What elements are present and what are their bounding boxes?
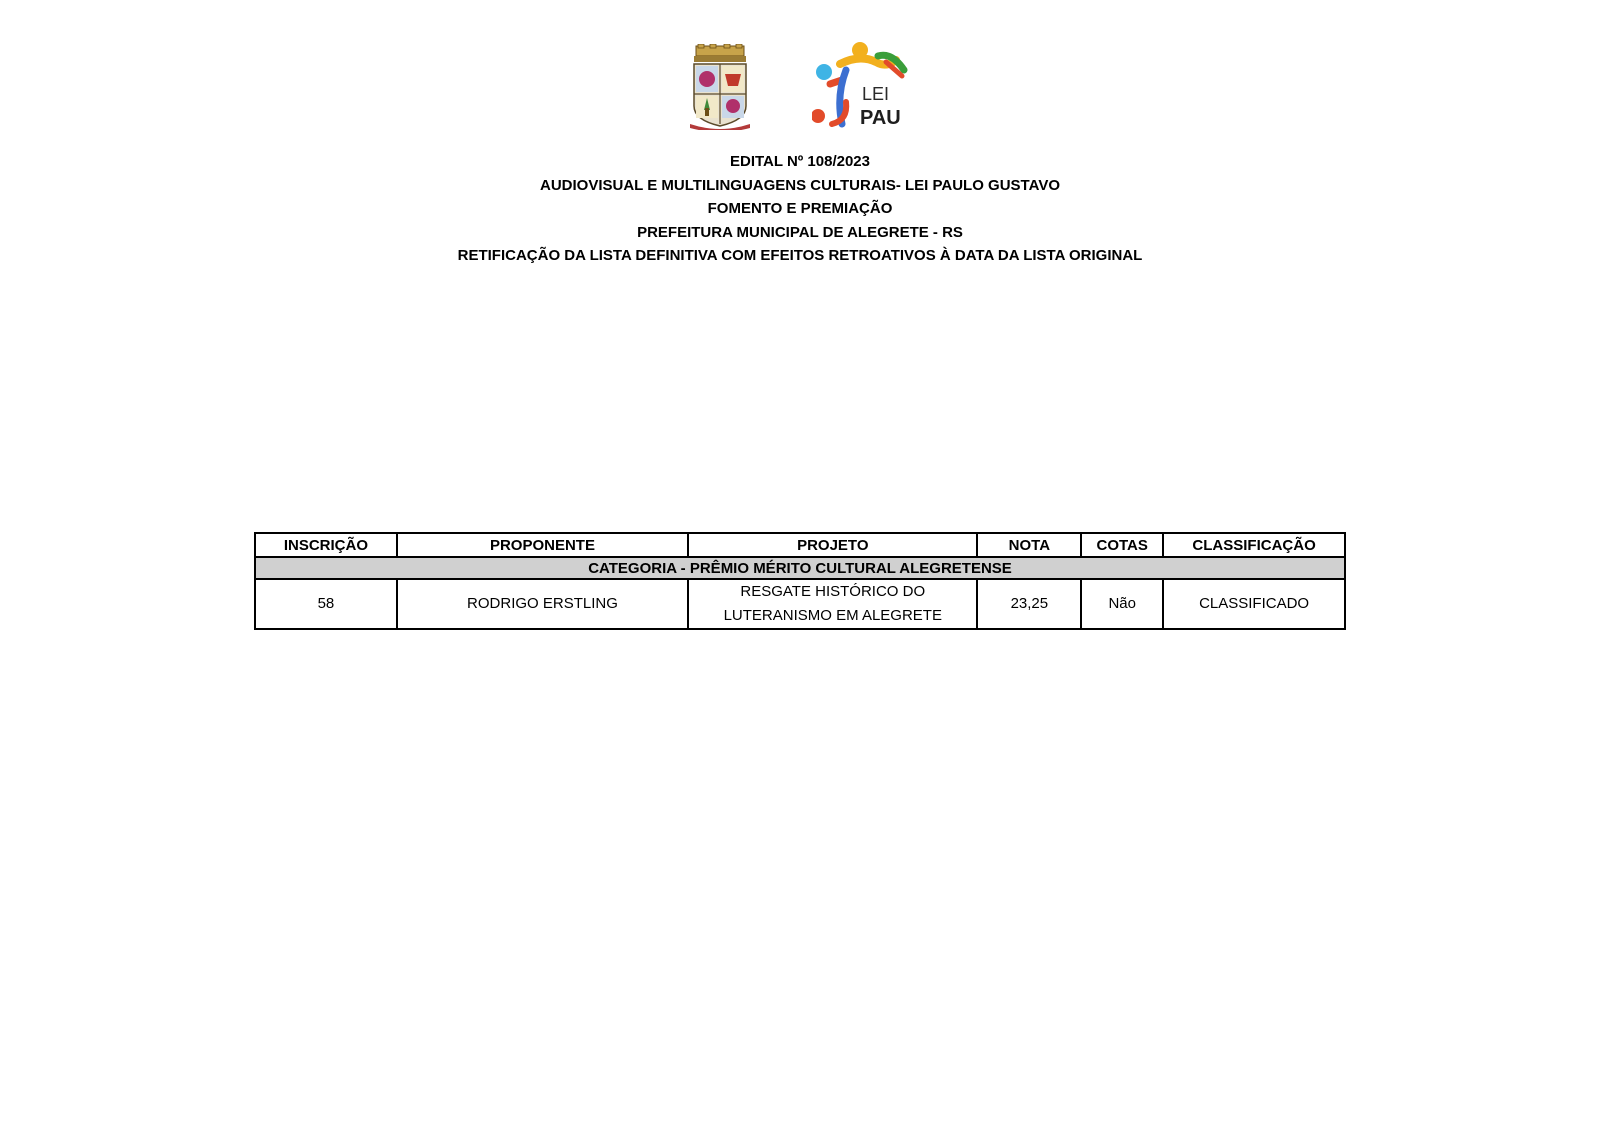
- cell-nota: 23,25: [977, 579, 1081, 629]
- logos-bar: [0, 40, 1600, 130]
- lei-pau-logo-icon: [812, 40, 916, 130]
- cell-cotas: Não: [1081, 579, 1163, 629]
- coat-of-arms-icon: [688, 44, 752, 130]
- column-header-proponente: PROPONENTE: [397, 533, 688, 557]
- column-header-classificacao: CLASSIFICAÇÃO: [1163, 533, 1345, 557]
- category-label: CATEGORIA - PRÊMIO MÉRITO CULTURAL ALEGRETENSE: [255, 557, 1345, 579]
- retificacao-title: RETIFICAÇÃO DA LISTA DEFINITIVA COM EFEITOS RETROATIVOS À DATA DA LISTA ORIGINAL: [457, 247, 1143, 264]
- table-row: [255, 579, 1345, 629]
- cell-proponente: RODRIGO ERSTLING: [397, 579, 688, 629]
- pau-text: PAU: [860, 107, 901, 129]
- column-header-projeto: PROJETO: [688, 533, 977, 557]
- results-table: [254, 532, 1346, 630]
- cell-classificacao: CLASSIFICADO: [1163, 579, 1345, 629]
- table-header-row: [255, 533, 1345, 557]
- edital-number: EDITAL Nº 108/2023: [730, 153, 870, 170]
- document-header: [0, 150, 1600, 268]
- projeto-line-2: LUTERANISMO EM ALEGRETE: [723, 607, 942, 624]
- cell-projeto: [688, 579, 977, 629]
- edital-subtitle: FOMENTO E PREMIAÇÃO: [707, 200, 893, 217]
- edital-title: AUDIOVISUAL E MULTILINGUAGENS CULTURAIS- LEI PAULO GUSTAVO: [540, 176, 1060, 194]
- lei-text: LEI: [862, 84, 890, 104]
- column-header-cotas: COTAS: [1081, 533, 1163, 557]
- cell-inscricao: 58: [255, 579, 397, 629]
- column-header-inscricao: INSCRIÇÃO: [255, 533, 397, 557]
- prefeitura-name: PREFEITURA MUNICIPAL DE ALEGRETE - RS: [637, 223, 963, 241]
- column-header-nota: NOTA: [977, 533, 1081, 557]
- category-row: [255, 557, 1345, 579]
- projeto-line-1: RESGATE HISTÓRICO DO: [740, 583, 926, 600]
